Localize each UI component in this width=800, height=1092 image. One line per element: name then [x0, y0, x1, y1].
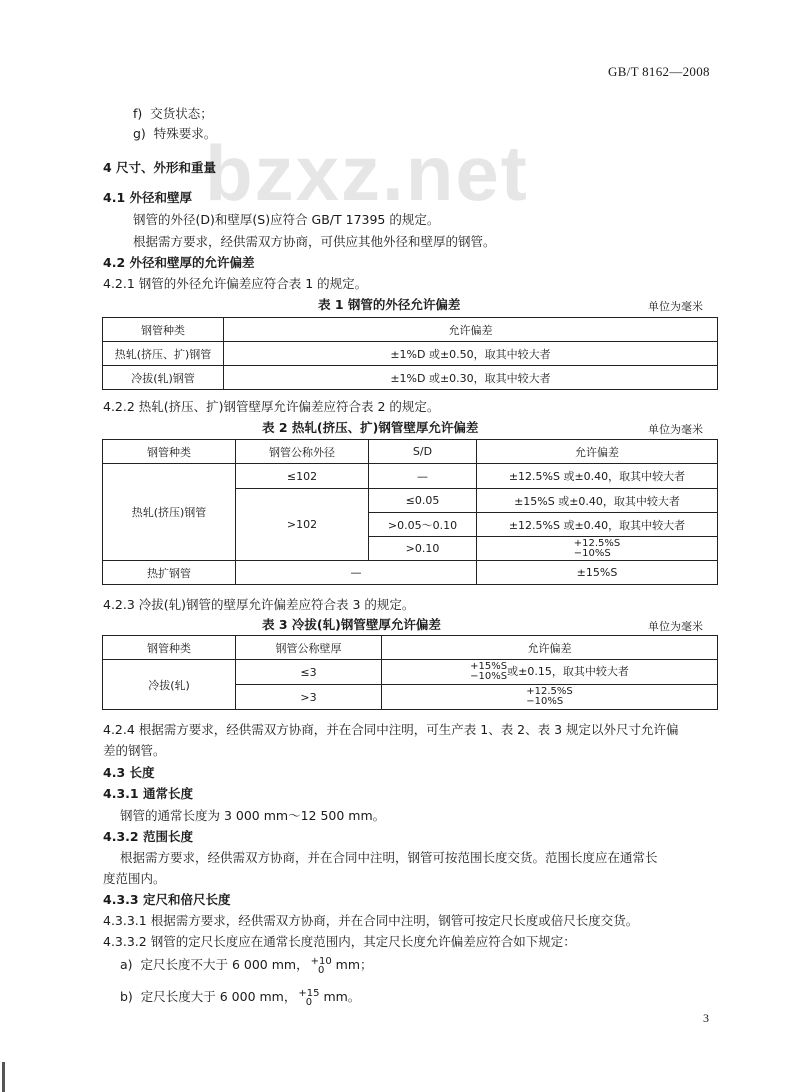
- list-text: 定尺长度大于 6 000 mm，: [140, 989, 297, 1004]
- tolerance-minus: −10%S: [526, 696, 564, 707]
- section-4-2-heading: 4.2 外径和壁厚的允许偏差: [103, 255, 255, 270]
- table-2-unit: 单位为毫米: [648, 423, 703, 436]
- table-header: 钢管种类: [103, 440, 236, 464]
- table-1: [102, 317, 718, 390]
- list-text: 交货状态；: [150, 106, 213, 121]
- clause-4-2-1: 4.2.1 钢管的外径允许偏差应符合表 1 的规定。: [103, 276, 368, 291]
- table-cell: 冷拔(轧)钢管: [103, 366, 224, 390]
- standard-code: GB/T 8162—2008: [608, 64, 710, 79]
- table-cell: [477, 537, 718, 561]
- table-header: 允许偏差: [477, 440, 718, 464]
- table-row: [103, 342, 718, 366]
- table-row: [103, 561, 718, 585]
- table-3-unit: 单位为毫米: [648, 620, 703, 633]
- table-row: [103, 464, 718, 489]
- scan-edge-mark: [2, 1062, 5, 1092]
- length-tolerance: [311, 957, 332, 975]
- table-3: [102, 635, 718, 710]
- tolerance-minus: −10%S: [470, 671, 508, 682]
- table-header: 钢管种类: [103, 636, 236, 660]
- table-cell: ±12.5%S 或±0.40，取其中较大者: [477, 464, 718, 489]
- section-4-1-heading: 4.1 外径和壁厚: [103, 190, 192, 205]
- tolerance-minus: 0: [305, 996, 313, 1008]
- list-label: b): [120, 989, 133, 1004]
- tolerance-stack: [574, 539, 621, 559]
- table-cell: [382, 660, 718, 685]
- list-label: a): [120, 957, 133, 972]
- tolerance-minus: 0: [317, 964, 325, 976]
- clause-4-2-3: 4.2.3 冷拔(轧)钢管的壁厚允许偏差应符合表 3 的规定。: [103, 597, 415, 612]
- list-item: [120, 955, 373, 975]
- tolerance-plus: +12.5%S: [526, 686, 573, 697]
- table-cell: ≤0.05: [369, 489, 477, 513]
- table-3-caption: 表 3 冷拔(轧)钢管壁厚允许偏差: [262, 617, 441, 632]
- table-cell: —: [236, 561, 477, 585]
- table-cell: >3: [236, 685, 382, 710]
- table-cell: ±15%S 或±0.40，取其中较大者: [477, 489, 718, 513]
- list-label: g): [133, 126, 146, 141]
- table-header: 钢管种类: [103, 318, 224, 342]
- paragraph: 钢管的外径(D)和壁厚(S)应符合 GB/T 17395 的规定。: [133, 212, 440, 227]
- tolerance-minus: −10%S: [573, 547, 611, 559]
- table-header: 钢管公称壁厚: [236, 636, 382, 660]
- watermark: bzxz.net: [205, 129, 529, 217]
- tolerance-suffix: 或±0.15，取其中较大者: [507, 665, 629, 678]
- list-text: 定尺长度不大于 6 000 mm，: [140, 957, 309, 972]
- table-cell: ±1%D 或±0.50，取其中较大者: [224, 342, 718, 366]
- section-4-3-heading: 4.3 长度: [103, 765, 155, 780]
- table-cell: 冷拔(轧): [103, 660, 236, 710]
- tolerance-stack: [526, 687, 573, 707]
- table-cell: —: [369, 464, 477, 489]
- table-header: 允许偏差: [382, 636, 718, 660]
- paragraph: 根据需方要求，经供需双方协商，可供应其他外径和壁厚的钢管。: [133, 234, 496, 249]
- table-row: [103, 366, 718, 390]
- table-1-unit: 单位为毫米: [648, 300, 703, 313]
- clause-4-3-3-1: 4.3.3.1 根据需方要求，经供需双方协商，并在合同中注明，钢管可按定尺长度或倍尺长度交货。: [103, 913, 639, 928]
- table-cell: 热轧(挤压、扩)钢管: [103, 342, 224, 366]
- list-suffix: mm。: [319, 989, 361, 1004]
- clause-4-2-2: 4.2.2 热轧(挤压、扩)钢管壁厚允许偏差应符合表 2 的规定。: [103, 399, 440, 414]
- table-1-caption: 表 1 钢管的外径允许偏差: [318, 297, 461, 312]
- table-cell: ≤102: [236, 464, 369, 489]
- list-suffix: mm；: [331, 957, 373, 972]
- clause-4-2-4-cont: 差的钢管。: [103, 743, 166, 758]
- clause-4-2-4: 4.2.4 根据需方要求，经供需双方协商，并在合同中注明，可生产表 1、表 2、表 3 规定以外尺寸允许偏: [103, 722, 679, 737]
- list-label: f): [133, 106, 143, 121]
- table-header: S/D: [369, 440, 477, 464]
- list-item: [120, 987, 360, 1007]
- clause-4-3-3-2: 4.3.3.2 钢管的定尺长度应在通常长度范围内，其定尺长度允许偏差应符合如下规定：: [103, 934, 576, 949]
- table-2: [102, 439, 718, 585]
- tolerance-plus: +10: [310, 955, 332, 967]
- table-header: 允许偏差: [224, 318, 718, 342]
- tolerance-stack: [470, 662, 507, 682]
- section-4-3-3-heading: 4.3.3 定尺和倍尺长度: [103, 892, 231, 907]
- section-4-3-2-heading: 4.3.2 范围长度: [103, 829, 193, 844]
- table-cell: >0.05～0.10: [369, 513, 477, 537]
- table-cell: 热轧(挤压)钢管: [103, 464, 236, 561]
- section-4-heading: 4 尺寸、外形和重量: [103, 160, 217, 175]
- paragraph: 根据需方要求，经供需双方协商，并在合同中注明，钢管可按范围长度交货。范围长度应在通常长: [120, 850, 658, 865]
- table-header: 钢管公称外径: [236, 440, 369, 464]
- table-cell: ±1%D 或±0.30，取其中较大者: [224, 366, 718, 390]
- tolerance-plus: +15%S: [470, 661, 508, 672]
- table-cell: >102: [236, 489, 369, 561]
- table-cell: [382, 685, 718, 710]
- table-cell: ±12.5%S 或±0.40，取其中较大者: [477, 513, 718, 537]
- table-cell: >0.10: [369, 537, 477, 561]
- list-item: [133, 124, 216, 142]
- tolerance-plus: +12.5%S: [573, 537, 621, 549]
- table-2-caption: 表 2 热轧(挤压、扩)钢管壁厚允许偏差: [262, 420, 479, 435]
- paragraph-cont: 度范围内。: [103, 871, 166, 886]
- paragraph: 钢管的通常长度为 3 000 mm～12 500 mm。: [120, 808, 386, 823]
- tolerance-plus: +15: [298, 987, 320, 999]
- table-row: [103, 660, 718, 685]
- table-cell: ±15%S: [477, 561, 718, 585]
- page-number: 3: [703, 1011, 709, 1025]
- table-cell: 热扩钢管: [103, 561, 236, 585]
- length-tolerance: [298, 989, 319, 1007]
- list-text: 特殊要求。: [153, 126, 217, 141]
- section-4-3-1-heading: 4.3.1 通常长度: [103, 786, 193, 801]
- table-cell: ≤3: [236, 660, 382, 685]
- list-item: [133, 104, 213, 122]
